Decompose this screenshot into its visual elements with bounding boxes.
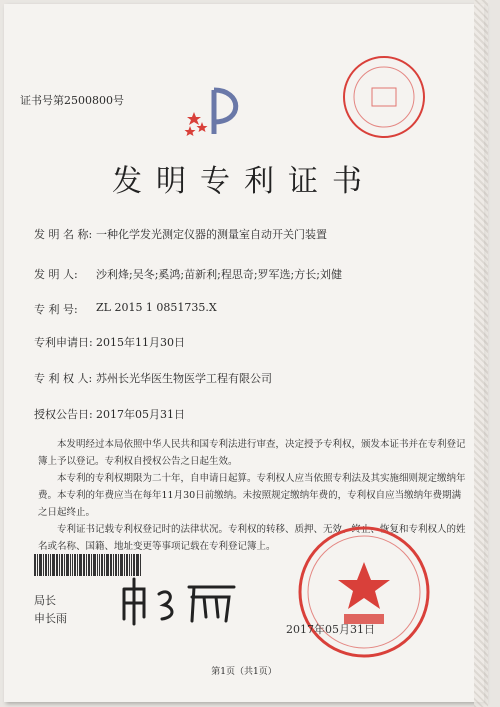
page-footer: 第1页（共1页） <box>211 667 277 677</box>
certificate-number: 证书号第2500800号 <box>20 94 124 107</box>
body-paragraph: 本发明经过本局依照中华人民共和国专利法进行审查，决定授予专利权，颁发本证书并在专利登记簿上予以登记。专利权自授权公告之日起生效。 <box>38 439 466 467</box>
invention-name-label: 发 明 名 称: <box>34 228 93 241</box>
application-date-value: 2015年11月30日 <box>96 336 185 349</box>
patentee-label: 专 利 权 人: <box>34 372 93 385</box>
body-paragraph: 专利证书记载专利权登记时的法律状况。专利权的转移、质押、无效、终止、恢复和专利权人的姓名或名称、国籍、地址变更等事项记载在专利登记簿上。 <box>38 524 466 552</box>
invention-name-value: 一种化学发光测定仪器的测量室自动开关门装置 <box>96 228 327 241</box>
application-date-label: 专利申请日: <box>34 336 93 349</box>
patent-number-label: 专 利 号: <box>34 303 78 316</box>
agency-stamp-icon <box>339 52 429 142</box>
inventors-label: 发 明 人: <box>34 268 78 281</box>
body-paragraph: 本专利的专利权期限为二十年，自申请日起算。专利权人应当依照专利法及其实施细则规定缴纳年费。本专利的年费应当在每年11月30日前缴纳。未按照规定缴纳年费的，专利权自应当缴纳年费期满之日起终止。 <box>38 473 466 518</box>
seal-date: 2017年05月31日 <box>286 623 375 636</box>
signatory-name: 申长雨 <box>34 612 67 625</box>
grant-date-label: 授权公告日: <box>34 408 93 421</box>
patentee-value: 苏州长光华医生物医学工程有限公司 <box>96 372 272 385</box>
decorative-border <box>474 0 488 707</box>
official-seal-icon <box>294 522 434 662</box>
signatory-title: 局长 <box>34 594 56 607</box>
grant-date-value: 2017年05月31日 <box>96 408 185 421</box>
certificate-title: 发明专利证书 <box>112 164 376 199</box>
certificate-page <box>4 4 484 702</box>
patent-number-value: ZL 2015 1 0851735.X <box>96 301 217 314</box>
inventors-value: 沙利烽;吴冬;奚鸿;苗新利;程思奇;罗军选;方长;刘健 <box>96 268 342 281</box>
sipo-logo-icon <box>182 82 252 142</box>
handwritten-signature-icon <box>114 569 244 629</box>
